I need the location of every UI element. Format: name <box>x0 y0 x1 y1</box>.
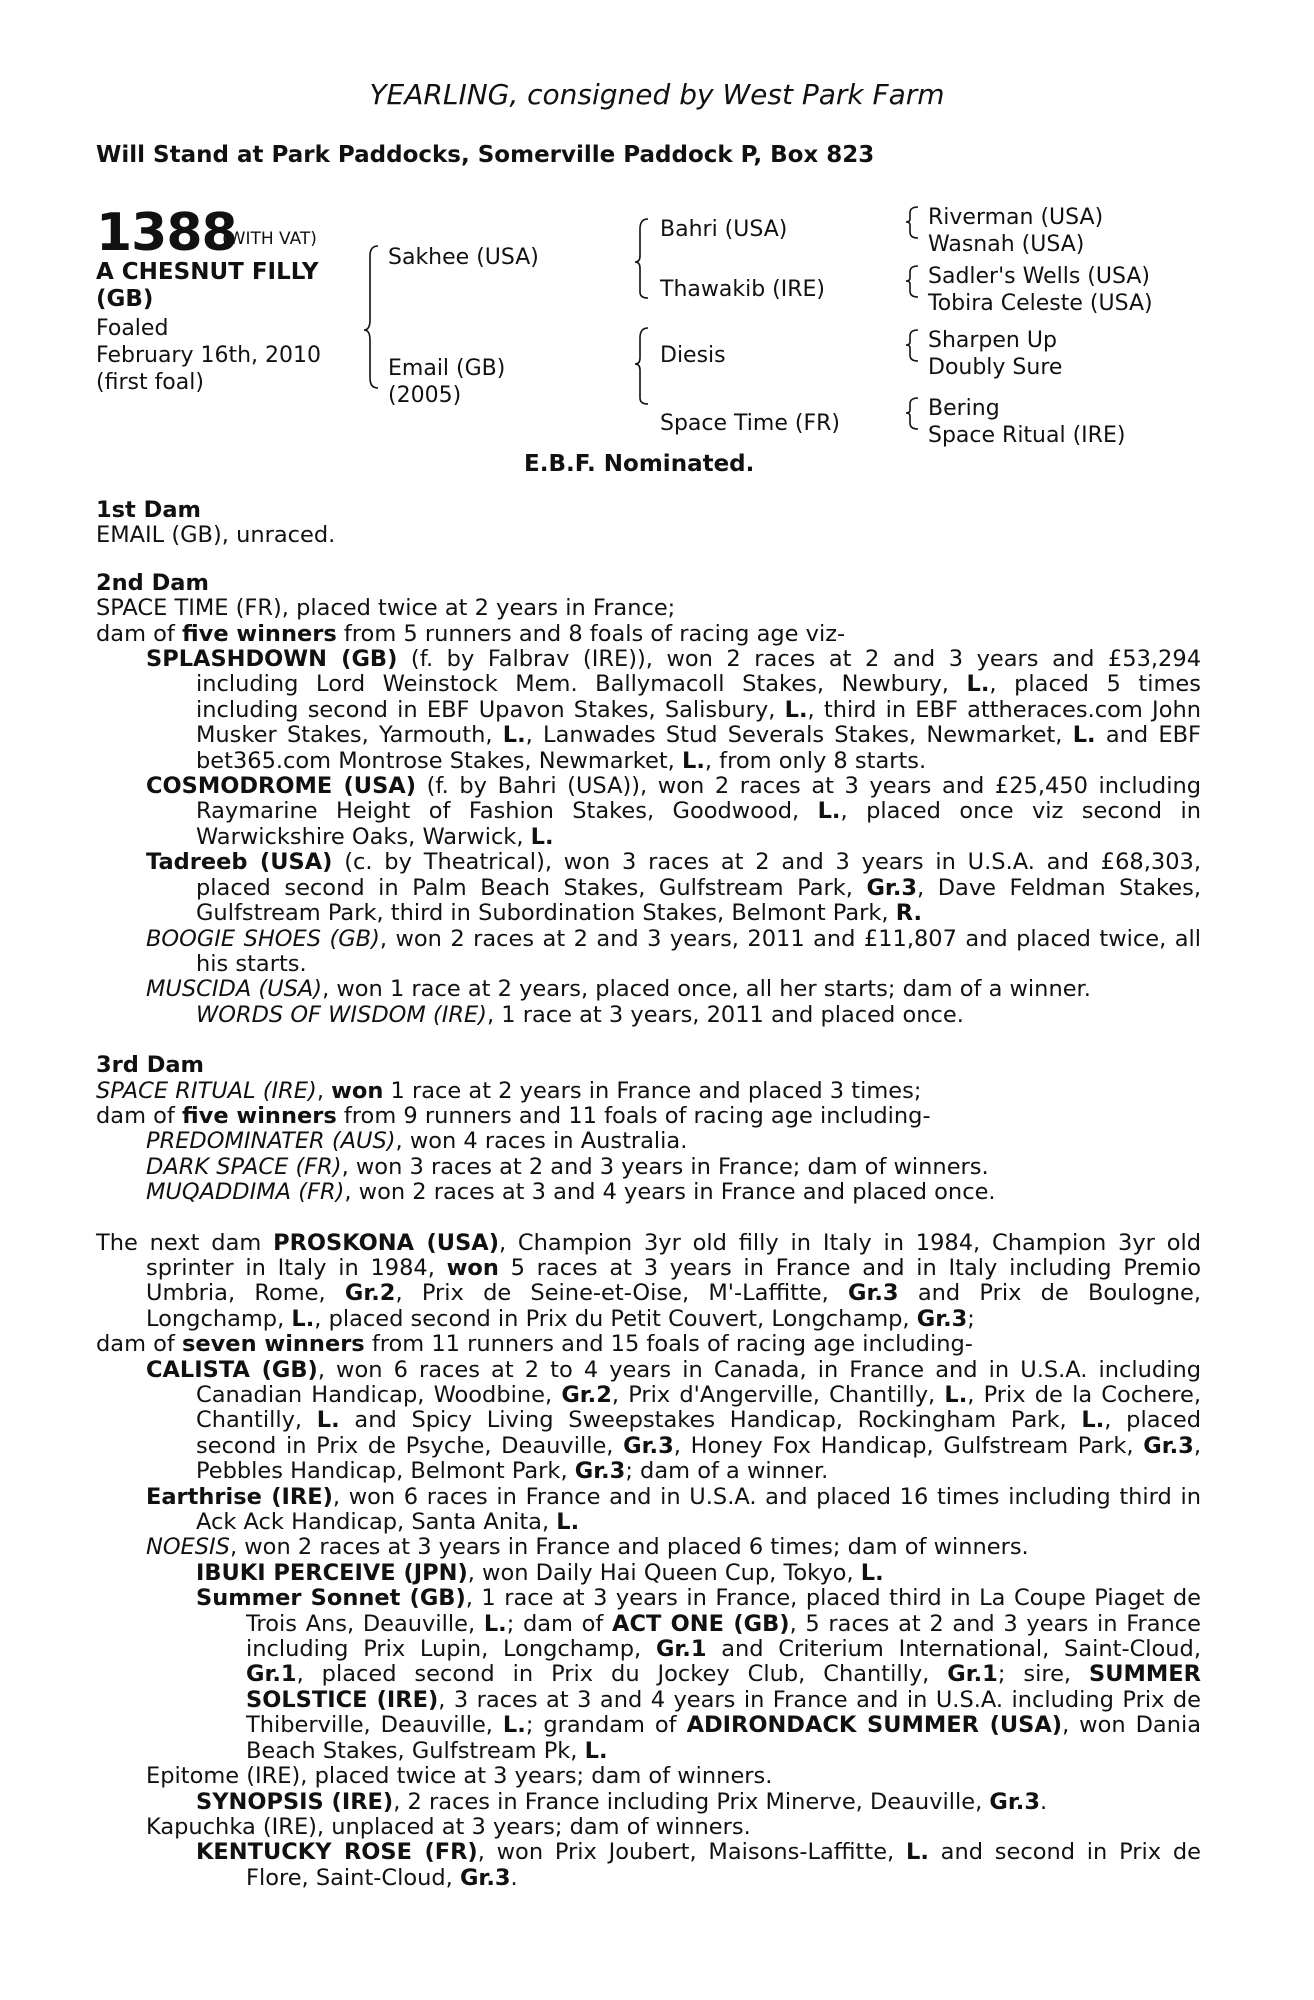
grand-progeny-entry: SYNOPSIS (IRE), 2 races in France including Prix Minerve, Deauville, Gr.3. <box>196 1788 1048 1815</box>
progeny-entry: PREDOMINATER (AUS), won 4 races in Australia. <box>146 1128 688 1155</box>
next-dam-paragraph: The next dam PROSKONA (USA), Champion 3yr old filly in Italy in 1984, Champion 3yr old sprinter in Italy in 1984, won 5 races at 3 years in France and in Italy including Premio Umbria, Rome, Gr.2, Prix de Seine-et-Oise, M'-Laffitte, Gr.3 and Prix de Boulogne, Longchamp, L., placed second in Prix du Petit Couvert, Longchamp, Gr.3; <box>96 1229 1202 1332</box>
second-dam-line: SPACE TIME (FR), placed twice at 2 years in France; <box>96 595 676 622</box>
sire-name: Sakhee (USA) <box>388 245 539 270</box>
third-dam-line: SPACE RITUAL (IRE), won 1 race at 2 years in France and placed 3 times; <box>96 1077 922 1104</box>
progeny-entry: Epitome (IRE), placed twice at 3 years; dam of winners. <box>146 1763 773 1790</box>
brace-dam <box>635 328 648 404</box>
dam-name: Email (GB) <box>388 356 506 381</box>
brace-sire <box>635 219 648 298</box>
filly-origin: (GB) <box>96 286 154 312</box>
lot-number: 1388 <box>96 203 237 263</box>
first-dam-text: EMAIL (GB), unraced. <box>96 522 336 549</box>
catalogue-body <box>96 498 1201 1891</box>
third-dam-heading: 3rd Dam <box>96 1052 204 1079</box>
progeny-entry: Earthrise (IRE), won 6 races in France and in U.S.A. and placed 16 times including third in Ack Ack Handicap, Santa Anita, L. <box>146 1483 1201 1536</box>
brace-sire-dam <box>364 246 378 388</box>
sire-sire-sire: Riverman (USA) <box>928 205 1104 230</box>
second-dam-produce-summary: dam of five winners from 5 runners and 8 foals of racing age viz- <box>96 620 846 647</box>
progeny-entry: COSMODROME (USA) (f. by Bahri (USA)), won 2 races at 3 years and £25,450 including Raymarine Height of Fashion Stakes, Goodwood, L., placed once viz second in Warwickshire Oaks, Warwick, L. <box>146 773 1201 850</box>
second-dam-heading: 2nd Dam <box>96 569 209 596</box>
progeny-entry: CALISTA (GB), won 6 races at 2 to 4 years in Canada, in France and in U.S.A. including Canadian Handicap, Woodbine, Gr.2, Prix d'Angerville, Chantilly, L., Prix de la Cochere, Chantilly, L. and Spicy Living Sweepstakes Handicap, Rockingham Park, L., placed second in Prix de Psyche, Deauville, Gr.3, Honey Fox Handicap, Gulfstream Park, Gr.3, Pebbles Handicap, Belmont Park, Gr.3; dam of a winner. <box>146 1356 1202 1485</box>
dam-sire: Diesis <box>660 343 726 368</box>
progeny-entry: Kapuchka (IRE), unplaced at 3 years; dam of winners. <box>146 1813 751 1840</box>
brace-ss <box>906 207 918 238</box>
progeny-entry: SPLASHDOWN (GB) (f. by Falbrav (IRE)), won 2 races at 2 and 3 years and £53,294 including Lord Weinstock Mem. Ballymacoll Stakes, Newbury, L., placed 5 times including second in EBF Upavon Stakes, Salisbury, L., third in EBF attheraces.com John Musker Stakes, Yarmouth, L., Lanwades Stud Severals Stakes, Newmarket, L. and EBF bet365.com Montrose Stakes, Newmarket, L., from only 8 starts. <box>146 646 1202 774</box>
foaled-date: February 16th, 2010 <box>96 343 322 368</box>
dam-dam-dam: Space Ritual (IRE) <box>928 423 1126 448</box>
first-dam-heading: 1st Dam <box>96 497 201 523</box>
dam-dam-sire: Bering <box>928 396 1000 421</box>
next-dam-produce-summary: dam of seven winners from 11 runners and 15 foals of racing age including- <box>96 1331 973 1358</box>
progeny-entry: MUQADDIMA (FR), won 2 races at 3 and 4 years in France and placed once. <box>146 1179 996 1206</box>
progeny-entry: DARK SPACE (FR), won 3 races at 2 and 3 years in France; dam of winners. <box>146 1153 989 1180</box>
grand-progeny-entry: KENTUCKY ROSE (FR), won Prix Joubert, Maisons-Laffitte, L. and second in Prix de Flore, Saint-Cloud, Gr.3. <box>196 1839 1201 1891</box>
progeny-entry: WORDS OF WISDOM (IRE), 1 race at 3 years, 2011 and placed once. <box>196 1001 964 1028</box>
brace-dd <box>906 398 918 429</box>
brace-ds <box>906 330 918 361</box>
ebf-nominated: E.B.F. Nominated. <box>524 451 755 477</box>
first-foal-note: (first foal) <box>96 370 204 395</box>
pedigree-braces <box>0 0 1314 480</box>
brace-sd <box>906 266 918 297</box>
progeny-entry: MUSCIDA (USA), won 1 race at 2 years, placed once, all her starts; dam of a winner. <box>146 976 1091 1003</box>
grand-progeny-entry: IBUKI PERCEIVE (JPN), won Daily Hai Queen Cup, Tokyo, L. <box>196 1559 884 1586</box>
sire-dam-sire: Sadler's Wells (USA) <box>928 264 1150 289</box>
dam-sire-sire: Sharpen Up <box>928 328 1057 353</box>
foaled-label: Foaled <box>96 316 169 341</box>
dam-sire-dam: Doubly Sure <box>928 355 1063 380</box>
stand-location: Will Stand at Park Paddocks, Somerville Paddock P, Box 823 <box>96 142 875 168</box>
sire-sire: Bahri (USA) <box>660 217 788 242</box>
progeny-entry: NOESIS, won 2 races at 3 years in France and placed 6 times; dam of winners. <box>146 1534 1029 1561</box>
third-dam-produce-summary: dam of five winners from 9 runners and 11 foals of racing age including- <box>96 1102 931 1129</box>
dam-year: (2005) <box>388 383 462 408</box>
dam-dam: Space Time (FR) <box>660 411 840 436</box>
filly-description: A CHESNUT FILLY <box>96 259 319 285</box>
sire-dam-dam: Tobira Celeste (USA) <box>928 291 1153 316</box>
sire-dam: Thawakib (IRE) <box>660 277 825 302</box>
grand-progeny-entry: Summer Sonnet (GB), 1 race at 3 years in France, placed third in La Coupe Piaget de Trois Ans, Deauville, L.; dam of ACT ONE (GB), 5 races at 2 and 3 years in France including Prix Lupin, Longchamp, Gr.1 and Criterium International, Saint-Cloud, Gr.1, placed second in Prix du Jockey Club, Chantilly, Gr.1; sire, SUMMER SOLSTICE (IRE), 3 races at 3 and 4 years in France and in U.S.A. including Prix de Thiberville, Deauville, L.; grandam of ADIRONDACK SUMMER (USA), won Dania Beach Stakes, Gulfstream Pk, L. <box>196 1585 1202 1764</box>
consignment-title: YEARLING, consigned by West Park Farm <box>369 78 945 111</box>
progeny-entry: BOOGIE SHOES (GB), won 2 races at 2 and 3 years, 2011 and £11,807 and placed twice, all his starts. <box>146 925 1201 977</box>
vat-label: (WITH VAT) <box>222 229 317 249</box>
sire-sire-dam: Wasnah (USA) <box>928 232 1085 257</box>
progeny-entry: Tadreeb (USA) (c. by Theatrical), won 3 races at 2 and 3 years in U.S.A. and £68,303, placed second in Palm Beach Stakes, Gulfstream Park, Gr.3, Dave Feldman Stakes, Gulfstream Park, third in Subordination Stakes, Belmont Park, R. <box>146 849 1201 927</box>
